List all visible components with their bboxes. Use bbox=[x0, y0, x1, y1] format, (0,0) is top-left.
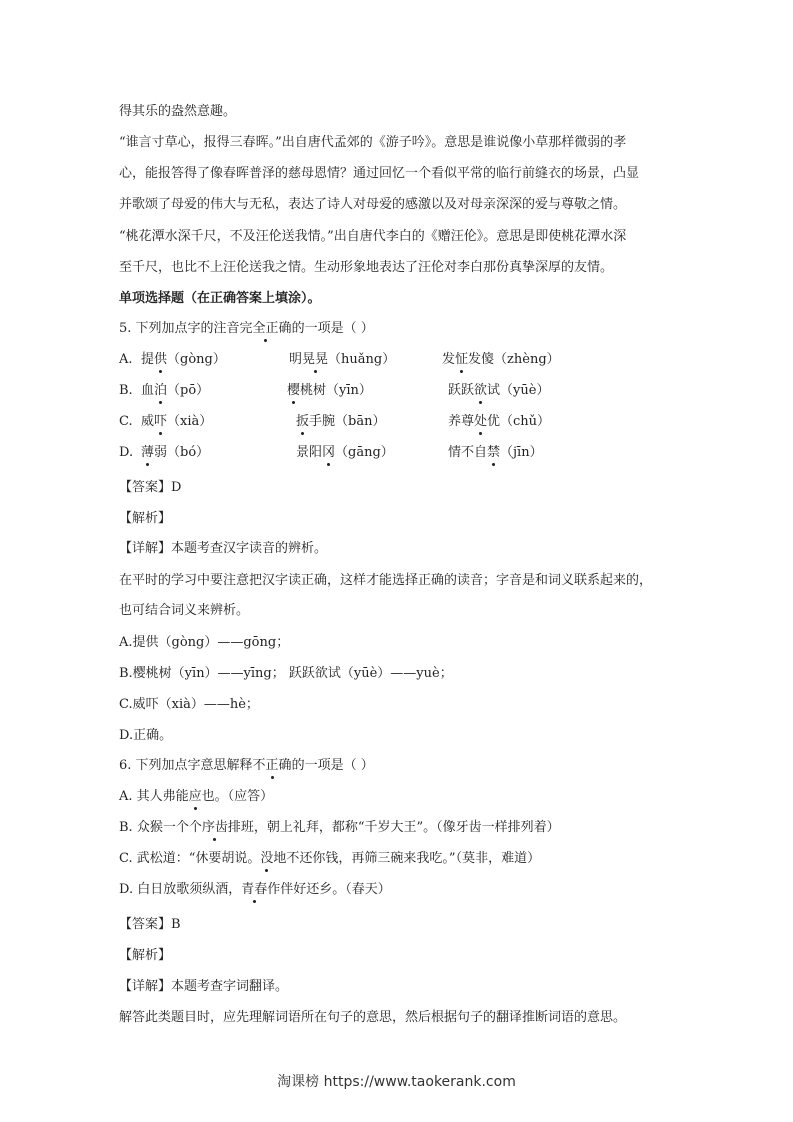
q5-analysis-heading: 【解析】 bbox=[119, 511, 172, 526]
q5-explanation-line: 也可结合词义来辨析。 bbox=[119, 603, 250, 618]
q5-option-d-col3: 情不自禁（jīn） bbox=[448, 445, 543, 460]
q5-option-c-col2: 扳手腕（bān） bbox=[296, 414, 386, 429]
q6-option-b: B. 众猴一个个序齿排班，朝上礼拜，都称“千岁大王”。（像牙齿一样排列着） bbox=[119, 820, 560, 835]
q5-option-b-col3: 跃跃欲试（yūè） bbox=[448, 383, 550, 398]
q5-option-c-col1: 威吓（xià） bbox=[141, 414, 213, 429]
section-title: 单项选择题（在正确答案上填涂）。 bbox=[119, 291, 321, 306]
emphasis-dotted: 不正确 bbox=[252, 758, 292, 773]
q5-answer: 【答案】D bbox=[119, 480, 182, 495]
q5-option-a: A. bbox=[119, 352, 133, 367]
q6-option-d: D. 白日放歌须纵酒，青春作伴好还乡。（春天） bbox=[119, 882, 391, 897]
q5-option-d-col1: 薄弱（bó） bbox=[141, 445, 210, 460]
q5-explanation-a: A.提供（gòng）——gōng； bbox=[119, 635, 290, 650]
q6-analysis-heading: 【解析】 bbox=[119, 948, 172, 963]
q5-explanation-b: B.樱桃树（yīn）——yīng； 跃跃欲试（yūè）——yuè； bbox=[119, 666, 453, 681]
q6-answer: 【答案】B bbox=[119, 917, 181, 932]
q6-option-a: A. 其人弗能应也。（应答） bbox=[119, 789, 274, 804]
q5-option-d: D. bbox=[119, 445, 134, 460]
q5-option-b-col2: 樱桃树（yīn） bbox=[287, 383, 372, 398]
q5-option-b-col1: 血泊（pō） bbox=[141, 383, 210, 398]
question-6-stem: 6. 下列加点字意思解释不正确的一项是（ ） bbox=[119, 758, 374, 773]
q5-option-c: C. bbox=[119, 414, 133, 429]
q5-explanation-d: D.正确。 bbox=[119, 728, 173, 743]
paragraph-line: 并歌颂了母爱的伟大与无私，表达了诗人对母爱的感激以及对母亲深深的爱与尊敬之情。 bbox=[119, 197, 627, 212]
paragraph-line: “桃花潭水深千尺，不及汪伦送我情。”出自唐代李白的《赠汪伦》。意思是即使桃花潭水深 bbox=[119, 229, 627, 244]
question-5-stem: 5. 下列加点字的注音完全正确的一项是（ ） bbox=[119, 321, 374, 336]
q5-option-a-col3: 发怔发傻（zhèng） bbox=[442, 352, 560, 367]
q6-explanation-line: 解答此类题目时，应先理解词语所在句子的意思，然后根据句子的翻译推断词语的意思。 bbox=[119, 1010, 627, 1025]
paragraph-line: 至千尺，也比不上汪伦送我之情。生动形象地表达了汪伦对李白那份真挚深厚的友情。 bbox=[119, 260, 614, 275]
q6-detail: 【详解】本题考查字词翻译。 bbox=[119, 979, 289, 994]
q6-option-c: C. 武松道：“休要胡说。没地不还你钱，再筛三碗来我吃。”（莫非，难道） bbox=[119, 851, 541, 866]
paragraph-line: 得其乐的盎然意趣。 bbox=[119, 104, 237, 119]
paragraph-line: “谁言寸草心，报得三春晖。”出自唐代孟郊的《游子吟》。意思是谁说像小草那样微弱的孝 bbox=[119, 135, 627, 150]
q5-detail: 【详解】本题考查汉字读音的辨析。 bbox=[119, 541, 328, 556]
paragraph-line: 心，能报答得了像春晖普泽的慈母恩情？通过回忆一个看似平常的临行前缝衣的场景，凸显 bbox=[119, 166, 640, 181]
footer-watermark: 淘课榜 https://www.taokerank.com bbox=[277, 1074, 516, 1090]
q5-option-d-col2: 景阳冈（gāng） bbox=[296, 445, 394, 460]
emphasis-dotted: 完全正确 bbox=[239, 321, 292, 336]
q5-explanation-line: 在平时的学习中要注意把汉字读正确，这样才能选择正确的读音；字音是和词义联系起来的， bbox=[119, 573, 653, 588]
q5-option-b: B. bbox=[119, 383, 133, 398]
q5-explanation-c: C.威吓（xià）——hè； bbox=[119, 697, 259, 712]
q5-option-a-col1: 提供（gòng） bbox=[141, 352, 226, 367]
q5-option-c-col3: 养尊处优（chǔ） bbox=[448, 414, 551, 429]
q5-option-a-col2: 明晃晃（huǎng） bbox=[289, 352, 396, 367]
